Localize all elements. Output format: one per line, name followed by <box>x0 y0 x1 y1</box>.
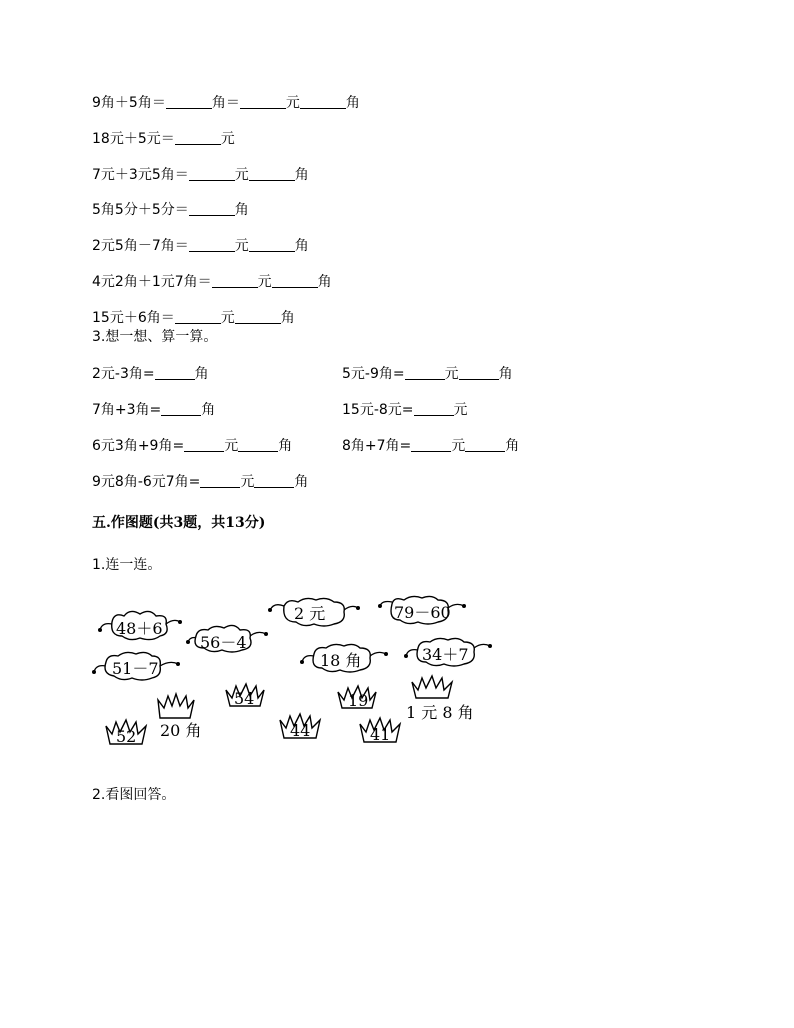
calc-left-3 <box>92 437 292 455</box>
bug-card[interactable] <box>268 598 360 626</box>
matching-illustration <box>90 592 500 752</box>
answer-blank[interactable] <box>459 365 499 380</box>
answer-blank[interactable] <box>300 94 346 109</box>
bug-label: 18 角 <box>320 651 362 670</box>
problem-line-6 <box>92 273 332 291</box>
problem-text: 8角+7角= <box>342 438 412 454</box>
grass-number: 54 <box>234 689 255 708</box>
bug-card[interactable] <box>378 596 466 624</box>
bug-label: 79－60 <box>394 603 451 622</box>
bug-label: 56－4 <box>200 633 247 652</box>
unit-text: 角 <box>317 274 332 290</box>
answer-blank[interactable] <box>155 365 195 380</box>
unit-text: 角 <box>294 167 309 183</box>
unit-text: 角 <box>498 366 513 382</box>
section5-title: 五.作图题(共3题，共13分) <box>92 515 266 531</box>
answer-blank[interactable] <box>414 401 454 416</box>
bug-card[interactable] <box>300 644 388 672</box>
answer-blank[interactable] <box>249 166 295 181</box>
problem-text: 15元-8元= <box>342 402 414 418</box>
unit-text: 角 <box>201 402 216 418</box>
unit-text: 角 <box>294 474 309 490</box>
problem-text: 18元＋5元＝ <box>92 131 175 147</box>
problem-line-3 <box>92 166 309 184</box>
unit-text: 角 <box>278 438 293 454</box>
problem-text: 5元-9角= <box>342 366 405 382</box>
calc-right-2 <box>342 401 468 419</box>
answer-blank[interactable] <box>240 94 286 109</box>
unit-text: 角 <box>234 202 249 218</box>
unit-text: 元 <box>453 402 468 418</box>
answer-blank[interactable] <box>189 237 235 252</box>
unit-text: 元 <box>234 167 249 183</box>
answer-blank[interactable] <box>189 166 235 181</box>
unit-text: 角 <box>194 366 209 382</box>
unit-text: 角 <box>294 238 309 254</box>
unit-text: 元 <box>451 438 466 454</box>
grass-tuft[interactable] <box>226 684 264 708</box>
bug-label: 34＋7 <box>422 645 469 664</box>
unit-text: 元 <box>234 238 249 254</box>
answer-blank[interactable] <box>405 365 445 380</box>
answer-blank[interactable] <box>166 94 212 109</box>
bug-card[interactable] <box>404 638 492 666</box>
unit-text: 角 <box>280 310 295 326</box>
calc-right-3 <box>342 437 519 455</box>
answer-blank[interactable] <box>235 309 281 324</box>
section3-title: 3.想一想、算一算。 <box>92 329 218 345</box>
unit-text: 角＝ <box>211 95 240 111</box>
unit-text: 元 <box>220 310 235 326</box>
bug-label: 51－7 <box>112 659 159 678</box>
bug-label: 2 元 <box>294 604 326 623</box>
answer-blank[interactable] <box>411 437 451 452</box>
q1-title: 1.连一连。 <box>92 557 162 573</box>
problem-line-1 <box>92 94 360 112</box>
grass-tuft[interactable] <box>106 720 146 746</box>
answer-blank[interactable] <box>465 437 505 452</box>
problem-text: 5角5分＋5分＝ <box>92 202 189 218</box>
answer-blank[interactable] <box>254 473 294 488</box>
answer-blank[interactable] <box>249 237 295 252</box>
grass-tuft[interactable] <box>280 714 320 740</box>
grass-number: 19 <box>348 691 369 710</box>
problem-text: 9角＋5角＝ <box>92 95 166 111</box>
answer-blank[interactable] <box>175 130 221 145</box>
problem-line-5 <box>92 237 309 255</box>
answer-blank[interactable] <box>184 437 224 452</box>
grass-tuft[interactable] <box>412 676 452 698</box>
unit-text: 元 <box>240 474 255 490</box>
grass-number: 41 <box>370 725 391 744</box>
problem-text: 7元＋3元5角＝ <box>92 167 189 183</box>
unit-text: 元 <box>444 366 459 382</box>
answer-blank[interactable] <box>189 201 235 216</box>
answer-blank[interactable] <box>238 437 278 452</box>
answer-blank[interactable] <box>212 273 258 288</box>
answer-blank[interactable] <box>200 473 240 488</box>
grass-label: 1 元 8 角 <box>406 703 474 722</box>
answer-blank[interactable] <box>175 309 221 324</box>
problem-text: 2元-3角= <box>92 366 155 382</box>
problem-text: 7角+3角= <box>92 402 162 418</box>
problem-text: 6元3角+9角= <box>92 438 185 454</box>
grass-number: 44 <box>290 721 311 740</box>
problem-text: 2元5角－7角＝ <box>92 238 189 254</box>
bug-card[interactable] <box>92 652 180 680</box>
unit-text: 元 <box>257 274 272 290</box>
unit-text: 角 <box>345 95 360 111</box>
q2-title: 2.看图回答。 <box>92 787 176 803</box>
problem-line-7 <box>92 309 295 327</box>
problem-line-2 <box>92 130 235 148</box>
grass-label: 20 角 <box>160 721 202 740</box>
calc-left-1 <box>92 365 209 383</box>
problem-text: 4元2角＋1元7角＝ <box>92 274 212 290</box>
problem-text: 9元8角-6元7角= <box>92 474 201 490</box>
calc-left-4 <box>92 473 308 491</box>
grass-tuft[interactable] <box>338 686 376 710</box>
bug-card[interactable] <box>98 611 182 639</box>
unit-text: 元 <box>220 131 235 147</box>
unit-text: 元 <box>224 438 239 454</box>
problem-text: 15元＋6角＝ <box>92 310 175 326</box>
bug-label: 48＋6 <box>116 619 163 638</box>
grass-tuft[interactable] <box>360 718 400 744</box>
calc-left-2 <box>92 401 215 419</box>
grass-tuft[interactable] <box>158 694 194 718</box>
answer-blank[interactable] <box>161 401 201 416</box>
problem-line-4 <box>92 201 249 219</box>
unit-text: 角 <box>505 438 520 454</box>
grass-number: 52 <box>116 727 137 746</box>
answer-blank[interactable] <box>272 273 318 288</box>
unit-text: 元 <box>285 95 300 111</box>
calc-right-1 <box>342 365 513 383</box>
bug-card[interactable] <box>186 625 268 652</box>
